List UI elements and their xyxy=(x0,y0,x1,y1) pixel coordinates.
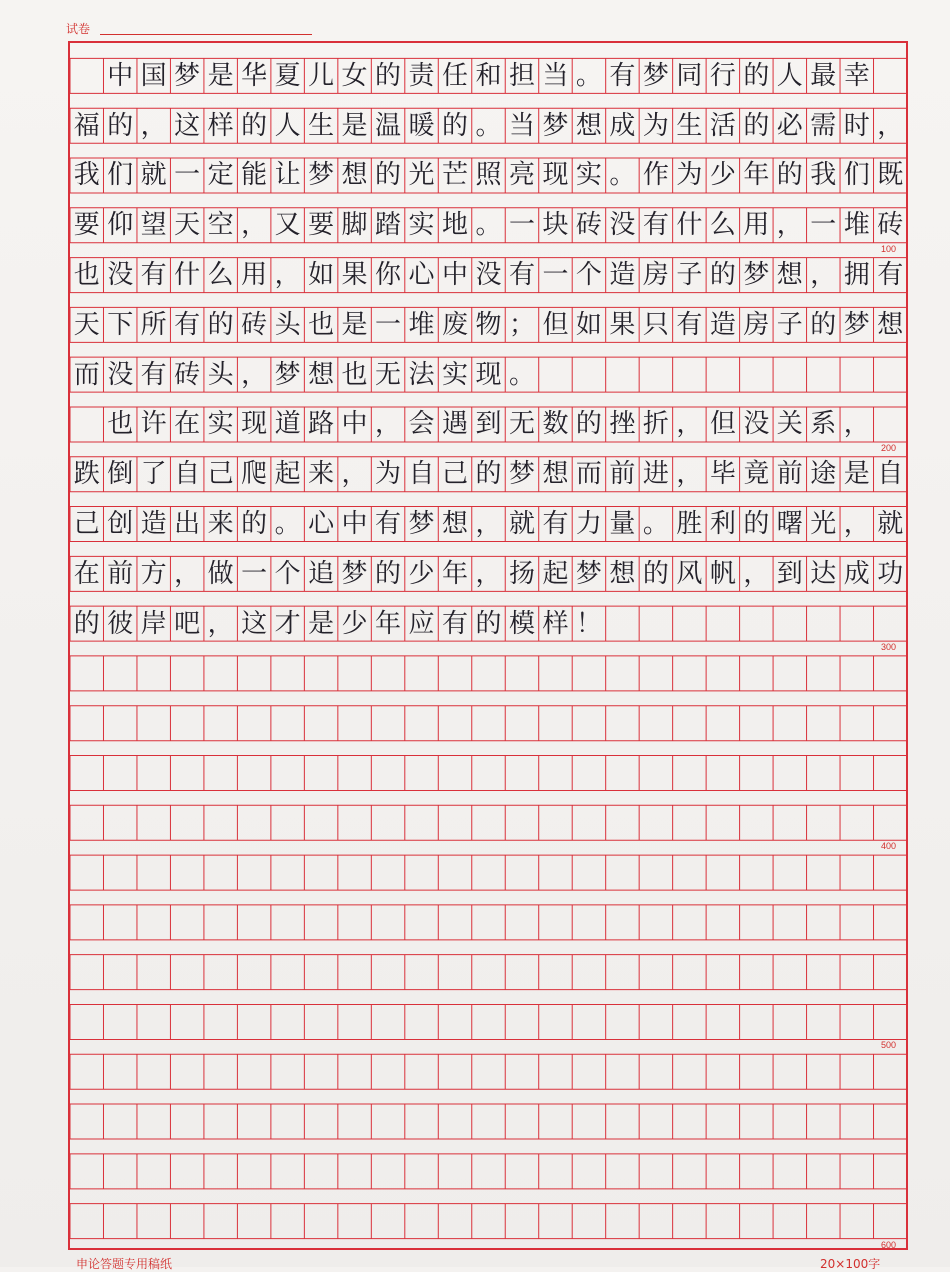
grid-character: 己 xyxy=(73,509,100,540)
grid-character: 要 xyxy=(308,210,335,241)
grid-character: 光 xyxy=(408,160,435,191)
grid-character: 想 xyxy=(575,110,602,141)
grid-character: 胜 xyxy=(676,509,703,540)
grid-character: 物 xyxy=(475,309,502,340)
grid-character: 没 xyxy=(743,409,770,440)
footer-label: 申论答题专用稿纸 xyxy=(76,1257,173,1271)
grid-character: 用 xyxy=(241,260,268,291)
grid-character: 一 xyxy=(174,160,201,191)
grid-character: 有 xyxy=(375,509,402,540)
grid-character: 我 xyxy=(73,160,100,191)
count-mark-400: 400 xyxy=(881,841,897,852)
grid-character: 的 xyxy=(375,558,402,589)
grid-character: 现 xyxy=(241,409,268,440)
grid-character: 有 xyxy=(140,359,167,390)
grid-character: 的 xyxy=(475,608,502,639)
grid-character: 达 xyxy=(810,558,837,589)
grid-character: 法 xyxy=(408,359,435,390)
grid-character: 但 xyxy=(709,409,736,440)
grid-character: 心 xyxy=(408,260,435,291)
grid-character: 想 xyxy=(341,160,368,191)
grid-character: 做 xyxy=(207,558,234,589)
grid-character: 但 xyxy=(542,309,569,340)
grid-character: 才 xyxy=(274,608,301,639)
grid-character: 责 xyxy=(408,60,435,91)
grid-character: 房 xyxy=(743,309,770,340)
grid-character: 的 xyxy=(743,110,770,141)
grid-character: 前 xyxy=(776,459,803,490)
grid-character: 只 xyxy=(642,309,669,340)
grid-character: 一 xyxy=(375,309,402,340)
grid-character: 的 xyxy=(241,110,268,141)
grid-character: 中 xyxy=(107,60,134,91)
grid-character: 造 xyxy=(140,509,167,540)
grid-character: ， xyxy=(375,409,402,440)
grid-character: 任 xyxy=(441,60,468,91)
grid-character: 梦 xyxy=(642,60,669,91)
grid-character: 了 xyxy=(140,459,167,490)
grid-character: 福 xyxy=(73,110,100,141)
grid-character: 如 xyxy=(575,309,602,340)
grid-character: 造 xyxy=(709,309,736,340)
grid-character: 我 xyxy=(810,160,837,191)
grid-character: 为 xyxy=(642,110,669,141)
grid-character: ， xyxy=(274,260,301,291)
grid-character: 一 xyxy=(810,210,837,241)
grid-character: 有 xyxy=(441,608,468,639)
grid-character: 房 xyxy=(642,260,669,291)
grid-character: 国 xyxy=(140,60,167,91)
count-mark-600: 600 xyxy=(881,1239,897,1250)
grid-character: 生 xyxy=(308,110,335,141)
grid-character: 人 xyxy=(274,110,301,141)
grid-character: 定 xyxy=(207,160,234,191)
grid-character: ！ xyxy=(575,608,602,639)
grid-character: 折 xyxy=(642,409,669,440)
grid-character: 当 xyxy=(542,60,569,91)
grid-character: 脚 xyxy=(341,210,368,241)
grid-character: 少 xyxy=(408,558,435,589)
grid-character: 们 xyxy=(107,160,134,191)
grid-character: 是 xyxy=(308,608,335,639)
grid-character: 块 xyxy=(542,210,569,241)
grid-character: 想 xyxy=(542,459,569,490)
grid-character: 没 xyxy=(475,260,502,291)
grid-character: 梦 xyxy=(542,110,569,141)
grid-character: 扬 xyxy=(508,558,535,589)
grid-character: 这 xyxy=(241,608,268,639)
grid-character: ， xyxy=(241,359,268,390)
grid-character: 的 xyxy=(743,60,770,91)
grid-character: 同 xyxy=(676,60,703,91)
writing-grid xyxy=(70,51,907,1246)
count-mark-200: 200 xyxy=(881,442,897,453)
grid-character: 成 xyxy=(843,558,870,589)
grid-character: ； xyxy=(508,309,535,340)
grid-character: 砖 xyxy=(575,210,602,241)
grid-character: 活 xyxy=(709,110,736,141)
grid-character: 拥 xyxy=(843,260,870,291)
grid-character: 无 xyxy=(375,359,402,390)
grid-character: 道 xyxy=(274,409,301,440)
grid-character: 倒 xyxy=(107,459,134,490)
footer-capacity: 20×100字 xyxy=(820,1257,881,1271)
grid-character: 许 xyxy=(140,409,167,440)
grid-character: 也 xyxy=(107,409,134,440)
grid-character: 跌 xyxy=(73,459,100,490)
grid-character: 现 xyxy=(542,160,569,191)
grid-character: 实 xyxy=(207,409,234,440)
grid-character: 生 xyxy=(676,110,703,141)
grid-character: 想 xyxy=(877,309,904,340)
grid-character: 实 xyxy=(408,210,435,241)
grid-character: 想 xyxy=(441,509,468,540)
grid-character: 竟 xyxy=(743,459,770,490)
grid-character: 起 xyxy=(542,558,569,589)
grid-character: 幸 xyxy=(843,60,870,91)
grid-character: 样 xyxy=(542,608,569,639)
grid-character: 空 xyxy=(207,210,234,241)
grid-character: 。 xyxy=(575,60,602,91)
grid-character: 现 xyxy=(475,359,502,390)
grid-character: 就 xyxy=(508,509,535,540)
grid-character: 子 xyxy=(676,260,703,291)
grid-character: 力 xyxy=(575,509,602,540)
grid-character: 。 xyxy=(642,509,669,540)
grid-character: 也 xyxy=(308,309,335,340)
grid-character: 行 xyxy=(709,60,736,91)
grid-character: 量 xyxy=(609,509,636,540)
grid-character: 。 xyxy=(475,210,502,241)
grid-character: 最 xyxy=(810,60,837,91)
grid-character: 所 xyxy=(140,309,167,340)
grid-character: 的 xyxy=(709,260,736,291)
grid-character: 挫 xyxy=(609,409,636,440)
grid-character: 曙 xyxy=(776,509,803,540)
grid-character: 梦 xyxy=(743,260,770,291)
grid-character: 少 xyxy=(709,160,736,191)
grid-character: 模 xyxy=(508,608,535,639)
grid-character: 也 xyxy=(73,260,100,291)
grid-character: 在 xyxy=(174,409,201,440)
grid-character: 踏 xyxy=(375,210,402,241)
grid-character: 么 xyxy=(207,260,234,291)
grid-character: 什 xyxy=(676,210,703,241)
grid-character: 堆 xyxy=(408,309,435,340)
grid-character: 实 xyxy=(441,359,468,390)
grid-character: 当 xyxy=(508,110,535,141)
grid-character: 出 xyxy=(174,509,201,540)
grid-character: 一 xyxy=(508,210,535,241)
handwritten-text xyxy=(70,51,907,1246)
grid-character: 梦 xyxy=(174,60,201,91)
grid-character: 和 xyxy=(475,60,502,91)
grid-character: 。 xyxy=(274,509,301,540)
grid-character: 。 xyxy=(609,160,636,191)
grid-character: 功 xyxy=(877,558,904,589)
grid-character: 实 xyxy=(575,160,602,191)
grid-character: 而 xyxy=(575,459,602,490)
grid-character: 造 xyxy=(609,260,636,291)
grid-character: 一 xyxy=(542,260,569,291)
grid-character: 砖 xyxy=(877,210,904,241)
grid-character: 砖 xyxy=(241,309,268,340)
grid-character: 梦 xyxy=(341,558,368,589)
grid-character: 毕 xyxy=(709,459,736,490)
grid-character: 自 xyxy=(877,459,904,490)
grid-character: 没 xyxy=(609,210,636,241)
grid-character: 有 xyxy=(508,260,535,291)
grid-character: 暖 xyxy=(408,110,435,141)
grid-character: 的 xyxy=(375,60,402,91)
grid-character: 光 xyxy=(810,509,837,540)
grid-character: 头 xyxy=(274,309,301,340)
grid-character: 的 xyxy=(375,160,402,191)
grid-character: ， xyxy=(877,110,904,141)
grid-character: 人 xyxy=(776,60,803,91)
grid-character: 是 xyxy=(341,309,368,340)
grid-character: ， xyxy=(140,110,167,141)
grid-character: 心 xyxy=(308,509,335,540)
grid-character: 会 xyxy=(408,409,435,440)
grid-character: 样 xyxy=(207,110,234,141)
grid-character: 也 xyxy=(341,359,368,390)
grid-character: 果 xyxy=(341,260,368,291)
grid-character: 来 xyxy=(308,459,335,490)
grid-character: 中 xyxy=(441,260,468,291)
grid-character: 年 xyxy=(743,160,770,191)
grid-character: ， xyxy=(341,459,368,490)
grid-character: 想 xyxy=(776,260,803,291)
grid-character: ， xyxy=(743,558,770,589)
grid-character: ， xyxy=(843,409,870,440)
grid-character: 能 xyxy=(241,160,268,191)
grid-character: 关 xyxy=(776,409,803,440)
grid-character: 望 xyxy=(140,210,167,241)
grid-character: 仰 xyxy=(107,210,134,241)
grid-character: 方 xyxy=(140,558,167,589)
grid-character: 儿 xyxy=(308,60,335,91)
grid-character: 遇 xyxy=(441,409,468,440)
grid-character: 到 xyxy=(475,409,502,440)
grid-character: 梦 xyxy=(308,160,335,191)
grid-character: 爬 xyxy=(241,459,268,490)
grid-character: 砖 xyxy=(174,359,201,390)
grid-character: 下 xyxy=(107,309,134,340)
grid-character: 天 xyxy=(174,210,201,241)
grid-character: 的 xyxy=(73,608,100,639)
grid-character: 子 xyxy=(776,309,803,340)
grid-character: 前 xyxy=(107,558,134,589)
grid-character: ， xyxy=(810,260,837,291)
grid-character: 是 xyxy=(341,110,368,141)
grid-character: 少 xyxy=(341,608,368,639)
grid-character: 是 xyxy=(843,459,870,490)
grid-character: 夏 xyxy=(274,60,301,91)
grid-character: 温 xyxy=(375,110,402,141)
grid-character: ， xyxy=(475,558,502,589)
grid-character: 进 xyxy=(642,459,669,490)
grid-character: ， xyxy=(843,509,870,540)
exam-label: 试卷 xyxy=(66,22,91,36)
grid-character: 必 xyxy=(776,110,803,141)
grid-character: 女 xyxy=(341,60,368,91)
grid-character: ， xyxy=(475,509,502,540)
grid-character: 担 xyxy=(508,60,535,91)
grid-character: 华 xyxy=(241,60,268,91)
grid-character: 果 xyxy=(609,309,636,340)
grid-character: 想 xyxy=(609,558,636,589)
grid-character: 用 xyxy=(743,210,770,241)
grid-character: 梦 xyxy=(408,509,435,540)
grid-character: 自 xyxy=(174,459,201,490)
grid-character: 前 xyxy=(609,459,636,490)
grid-character: 想 xyxy=(308,359,335,390)
grid-character: 个 xyxy=(274,558,301,589)
grid-character: 芒 xyxy=(441,160,468,191)
grid-character: 作 xyxy=(642,160,669,191)
grid-character: 如 xyxy=(308,260,335,291)
grid-character: 天 xyxy=(73,309,100,340)
grid-character: 的 xyxy=(475,459,502,490)
grid-character: 风 xyxy=(676,558,703,589)
grid-character: 的 xyxy=(575,409,602,440)
grid-character: 需 xyxy=(810,110,837,141)
grid-character: 废 xyxy=(441,309,468,340)
grid-character: 己 xyxy=(207,459,234,490)
grid-character: 们 xyxy=(843,160,870,191)
grid-character: 梦 xyxy=(843,309,870,340)
grid-character: ， xyxy=(241,210,268,241)
grid-character: 么 xyxy=(709,210,736,241)
grid-character: 途 xyxy=(810,459,837,490)
grid-character xyxy=(70,58,103,93)
grid-character: 亮 xyxy=(508,160,535,191)
grid-character: 的 xyxy=(241,509,268,540)
grid-character: 有 xyxy=(140,260,167,291)
grid-character: 梦 xyxy=(274,359,301,390)
grid-character: 梦 xyxy=(575,558,602,589)
grid-character: 就 xyxy=(140,160,167,191)
grid-character: 的 xyxy=(743,509,770,540)
grid-character: 又 xyxy=(274,210,301,241)
grid-character: 就 xyxy=(877,509,904,540)
grid-character: 堆 xyxy=(843,210,870,241)
grid-character: 这 xyxy=(174,110,201,141)
grid-character: 己 xyxy=(441,459,468,490)
grid-character: 的 xyxy=(776,160,803,191)
grid-character: ， xyxy=(676,459,703,490)
grid-character: ， xyxy=(676,409,703,440)
grid-character: 中 xyxy=(341,509,368,540)
grid-character: 照 xyxy=(475,160,502,191)
grid-character: 梦 xyxy=(508,459,535,490)
grid-character: 的 xyxy=(107,110,134,141)
grid-character: 自 xyxy=(408,459,435,490)
grid-character: 有 xyxy=(676,309,703,340)
grid-character: 头 xyxy=(207,359,234,390)
grid-character: 到 xyxy=(776,558,803,589)
grid-character: 帆 xyxy=(709,558,736,589)
grid-character: 有 xyxy=(877,260,904,291)
grid-character: 利 xyxy=(709,509,736,540)
grid-character: 有 xyxy=(174,309,201,340)
grid-character: 有 xyxy=(642,210,669,241)
grid-character: ， xyxy=(776,210,803,241)
grid-character: 的 xyxy=(810,309,837,340)
grid-character: 有 xyxy=(609,60,636,91)
grid-character: 让 xyxy=(274,160,301,191)
grid-character: 什 xyxy=(174,260,201,291)
grid-character: 。 xyxy=(508,359,535,390)
grid-character: ， xyxy=(207,608,234,639)
grid-character: 追 xyxy=(308,558,335,589)
grid-character: 应 xyxy=(408,608,435,639)
grid-character: 一 xyxy=(241,558,268,589)
grid-character: 为 xyxy=(375,459,402,490)
grid-character: 在 xyxy=(73,558,100,589)
grid-character: 年 xyxy=(375,608,402,639)
exam-name-underline xyxy=(100,34,312,35)
grid-character: 。 xyxy=(475,110,502,141)
grid-character: 有 xyxy=(542,509,569,540)
grid-character: 系 xyxy=(810,409,837,440)
grid-character: 时 xyxy=(843,110,870,141)
grid-character: 既 xyxy=(877,160,904,191)
grid-character: 没 xyxy=(107,359,134,390)
grid-character xyxy=(70,407,103,442)
count-mark-300: 300 xyxy=(881,642,897,653)
grid-character: 年 xyxy=(441,558,468,589)
count-mark-100: 100 xyxy=(881,243,897,254)
grid-character: 彼 xyxy=(107,608,134,639)
grid-character: 而 xyxy=(73,359,100,390)
grid-character: 创 xyxy=(107,509,134,540)
grid-character: 成 xyxy=(609,110,636,141)
grid-character: 岸 xyxy=(140,608,167,639)
grid-character: 的 xyxy=(207,309,234,340)
grid-character: 为 xyxy=(676,160,703,191)
grid-character: 地 xyxy=(441,210,468,241)
grid-character: 吧 xyxy=(174,608,201,639)
grid-character: ， xyxy=(174,558,201,589)
grid-character: 来 xyxy=(207,509,234,540)
grid-character: 没 xyxy=(107,260,134,291)
grid-character: 要 xyxy=(73,210,100,241)
grid-character: 中 xyxy=(341,409,368,440)
grid-character: 起 xyxy=(274,459,301,490)
grid-character: 无 xyxy=(508,409,535,440)
count-mark-500: 500 xyxy=(881,1040,897,1051)
grid-character: 个 xyxy=(575,260,602,291)
grid-character: 的 xyxy=(441,110,468,141)
grid-character: 的 xyxy=(642,558,669,589)
grid-character: 数 xyxy=(542,409,569,440)
grid-character: 你 xyxy=(375,260,402,291)
grid-character: 是 xyxy=(207,60,234,91)
grid-character: 路 xyxy=(308,409,335,440)
